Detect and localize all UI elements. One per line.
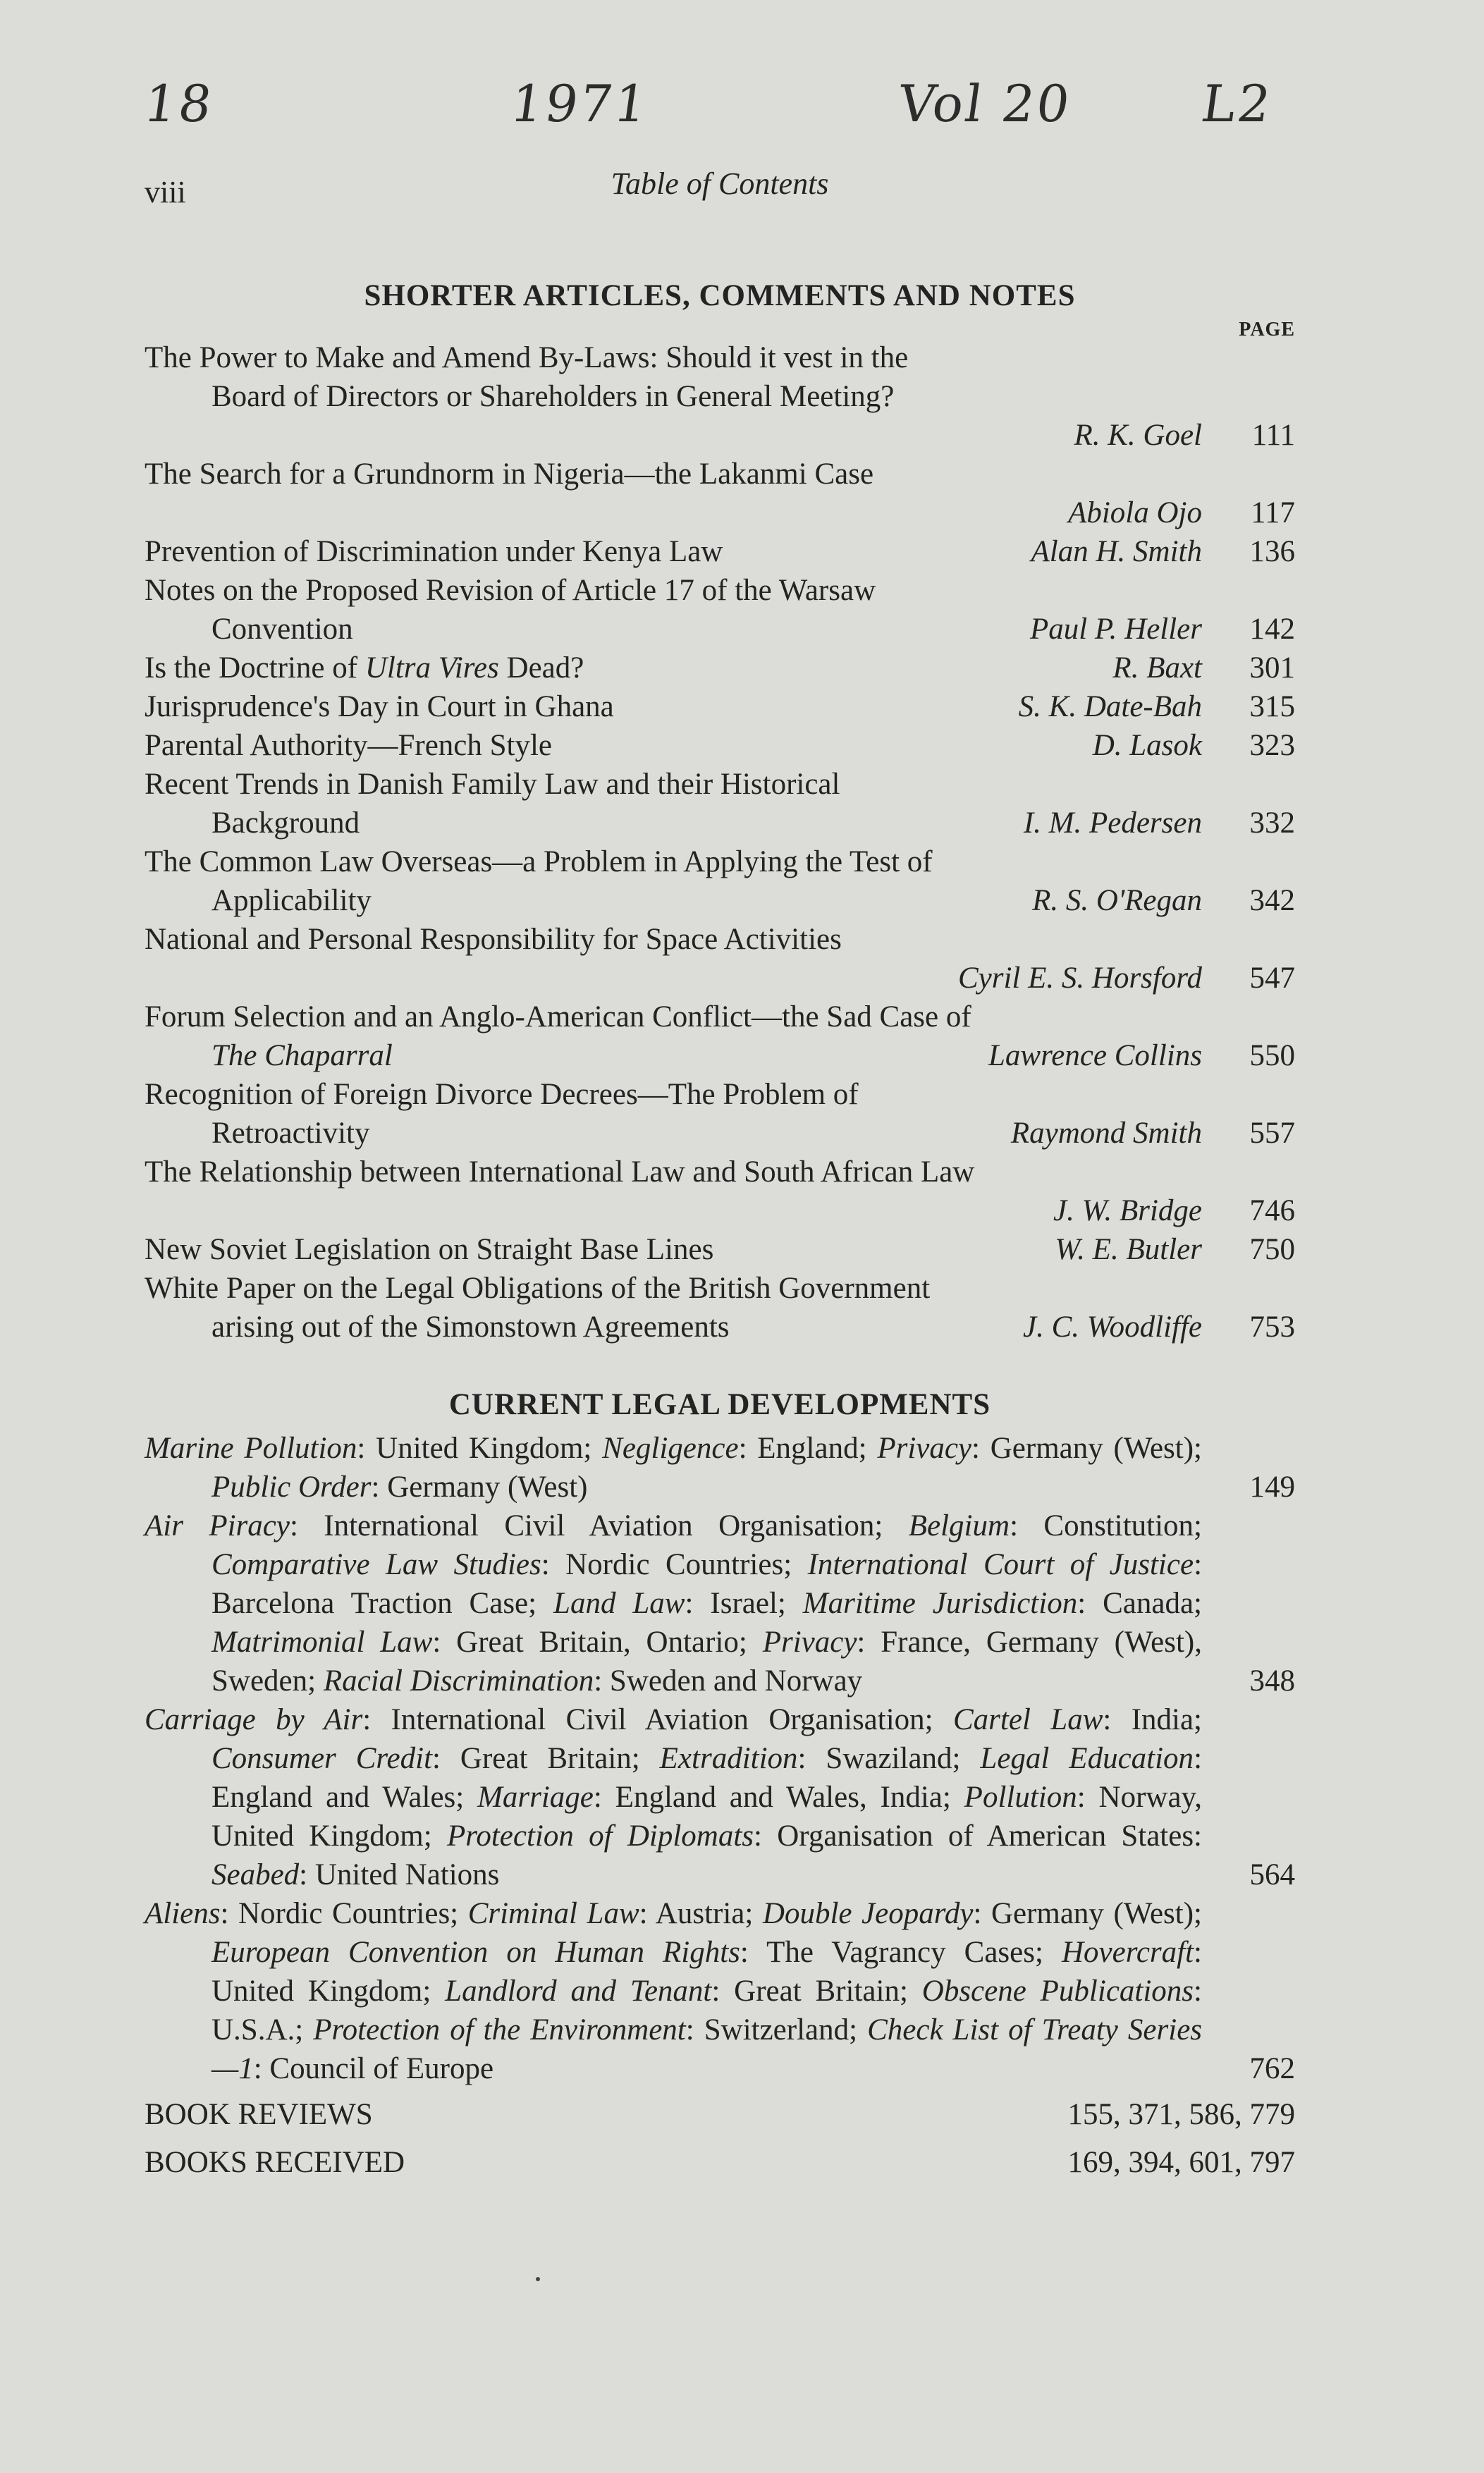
back-matter-label: BOOK REVIEWS <box>145 2098 373 2131</box>
toc-entry <box>145 532 1295 571</box>
development-topic: European Convention on Human Rights <box>211 1936 740 1969</box>
toc-entry <box>145 842 1295 920</box>
development-jurisdiction: : Sweden and Norway <box>594 1664 863 1698</box>
development-jurisdiction: : Nordic Countries; <box>220 1897 468 1930</box>
development-jurisdiction: : Germany (West); <box>973 1897 1202 1930</box>
development-topic: Aliens <box>145 1897 221 1930</box>
entry-title: Applicability <box>211 884 372 917</box>
section-heading-shorter-articles: SHORTER ARTICLES, COMMENTS AND NOTES <box>364 279 1076 312</box>
entry-title: Retroactivity <box>211 1117 370 1150</box>
entry-title-line: Recognition of Foreign Divorce Decrees—The Problem of <box>145 1078 859 1111</box>
page-number: viii <box>145 175 186 209</box>
development-topic: Hovercraft <box>1061 1936 1194 1969</box>
development-entry <box>145 1894 1295 2088</box>
development-entry <box>145 1700 1295 1894</box>
entry-author: Abiola Ojo <box>1068 496 1202 529</box>
development-jurisdiction: : Germany (West) <box>371 1471 588 1504</box>
entry-tail-line <box>145 1114 1295 1153</box>
development-jurisdiction: : Great Britain; <box>711 1975 922 2008</box>
entry-title: New Soviet Legislation on Straight Base Lines <box>145 1233 714 1266</box>
entry-page-number: 315 <box>1249 690 1295 723</box>
development-topic: Marine Pollution <box>145 1432 357 1465</box>
development-jurisdiction: : Council of Europe <box>253 2052 494 2085</box>
development-topic: Marriage <box>477 1781 594 1814</box>
development-jurisdiction: : Constitution; <box>1010 1509 1202 1542</box>
current-developments-list <box>145 1429 1295 2088</box>
entry-page-number: 111 <box>1251 419 1295 452</box>
toc-entry <box>145 455 1295 532</box>
toc-page <box>145 166 1295 2184</box>
toc-entry <box>145 998 1295 1075</box>
entry-page-number: 750 <box>1249 1233 1295 1266</box>
development-topic: Racial Discrimination <box>323 1664 594 1698</box>
development-topic: Belgium <box>908 1509 1010 1542</box>
entry-author: J. C. Woodliffe <box>1022 1311 1202 1344</box>
toc-entry <box>145 571 1295 649</box>
development-page-number: 348 <box>1249 1664 1295 1698</box>
development-jurisdiction: : United Kingdom; <box>211 1936 1202 2008</box>
development-jurisdiction: : Barcelona Traction Case; <box>211 1548 1203 1620</box>
entry-author: Alan H. Smith <box>1031 535 1202 568</box>
development-jurisdiction: : U.S.A.; <box>211 1975 1202 2046</box>
entry-page-number: 332 <box>1249 806 1295 840</box>
entry-tail-line <box>145 726 1295 765</box>
entry-author: R. S. O'Regan <box>1032 884 1202 917</box>
entry-title-line: Forum Selection and an Anglo-American Conflict—the Sad Case of <box>145 1000 971 1033</box>
development-topic: Maritime Jurisdiction <box>802 1587 1078 1620</box>
development-jurisdiction: : The Vagrancy Cases; <box>740 1936 1062 1969</box>
entry-page-number: 301 <box>1249 651 1295 685</box>
development-topic: Landlord and Tenant <box>445 1975 712 2008</box>
entry-tail-line <box>145 687 1295 726</box>
entry-tail-line <box>145 1036 1295 1075</box>
development-jurisdiction: : Great Britain, Ontario; <box>432 1626 763 1659</box>
entry-title-line: Recent Trends in Danish Family Law and their Historical <box>145 768 840 801</box>
development-jurisdiction: : Organisation of American States: <box>754 1820 1202 1853</box>
entry-title-italic: Ultra Vires <box>364 651 499 685</box>
development-page-number: 564 <box>1249 1858 1295 1891</box>
entry-title-part: Is the Doctrine of <box>145 651 365 685</box>
development-jurisdiction: : England; <box>738 1432 878 1465</box>
development-jurisdiction: : France, Germany (West), Sweden; <box>211 1626 1202 1698</box>
development-jurisdiction: : United Nations <box>299 1858 500 1891</box>
back-matter-label: BOOKS RECEIVED <box>145 2146 405 2179</box>
development-topic: Cartel Law <box>953 1703 1103 1736</box>
handwritten-note-4: L2 <box>1198 74 1277 133</box>
toc-entry <box>145 920 1295 998</box>
entry-tail-line <box>145 881 1295 920</box>
entry-page-number: 547 <box>1249 962 1295 995</box>
back-matter-list <box>145 2094 1295 2184</box>
entry-title: Parental Authority—French Style <box>145 729 553 762</box>
entry-title-part: Dead? <box>498 651 584 685</box>
development-topic: Carriage by Air <box>145 1703 363 1736</box>
toc-entry <box>145 649 1295 687</box>
toc-entry <box>145 338 1295 455</box>
handwritten-note-3: Vol 20 <box>895 74 1076 133</box>
development-jurisdiction: : United Kingdom; <box>357 1432 603 1465</box>
development-topic: Extradition <box>659 1742 798 1775</box>
entry-tail-line <box>145 1308 1295 1346</box>
entry-title-line: The Relationship between International Law and South African Law <box>145 1155 975 1189</box>
development-page-number: 762 <box>1249 2052 1295 2085</box>
entry-title: Convention <box>211 613 353 646</box>
entry-author: I. M. Pedersen <box>1023 806 1202 840</box>
entry-title-line: The Power to Make and Amend By-Laws: Should it vest in the <box>145 341 909 374</box>
development-entry <box>145 1506 1295 1700</box>
development-topic: Pollution <box>964 1781 1077 1814</box>
development-topic: Protection of the Environment <box>313 2013 686 2046</box>
entry-author: D. Lasok <box>1092 729 1202 762</box>
development-topic: Protection of Diplomats <box>446 1820 754 1853</box>
entry-title: Prevention of Discrimination under Kenya Law <box>145 535 723 568</box>
entry-title <box>145 649 584 687</box>
entry-tail-line <box>145 532 1295 571</box>
print-speck <box>536 2277 540 2281</box>
entry-title-line: Notes on the Proposed Revision of Article 17 of the Warsaw <box>145 574 876 607</box>
development-jurisdiction: : Germany (West); <box>971 1432 1203 1465</box>
development-topic: Air Piracy <box>145 1509 290 1542</box>
entry-author: J. W. Bridge <box>1053 1194 1202 1227</box>
development-topic: Matrimonial Law <box>211 1626 433 1659</box>
development-topic: Seabed <box>211 1858 300 1891</box>
entry-page-number: 323 <box>1249 729 1295 762</box>
entry-author: Paul P. Heller <box>1029 613 1202 646</box>
entry-title-line: Board of Directors or Shareholders in General Meeting? <box>211 380 895 413</box>
toc-entry <box>145 1075 1295 1153</box>
toc-entry <box>145 687 1295 726</box>
entry-title-line: The Common Law Overseas—a Problem in Applying the Test of <box>145 845 933 878</box>
development-jurisdiction: : International Civil Aviation Organisation; <box>362 1703 953 1736</box>
running-header <box>145 166 1295 222</box>
entry-title-line: National and Personal Responsibility for Space Activities <box>145 923 842 956</box>
back-matter-row <box>145 2094 1295 2136</box>
entry-tail-line <box>145 649 1295 687</box>
development-topic: Criminal Law <box>467 1897 639 1930</box>
entry-tail-line <box>145 959 1295 998</box>
shorter-articles-list <box>145 338 1295 1346</box>
development-jurisdiction: : England and Wales; <box>211 1742 1203 1814</box>
entry-tail-line <box>145 1230 1295 1269</box>
entry-author: R. K. Goel <box>1074 419 1202 452</box>
development-jurisdiction: : Canada; <box>1077 1587 1202 1620</box>
development-jurisdiction: : Swaziland; <box>797 1742 981 1775</box>
development-topic: Public Order <box>211 1471 372 1504</box>
development-jurisdiction: : Israel; <box>685 1587 803 1620</box>
development-jurisdiction: : Norway, United Kingdom; <box>211 1781 1202 1853</box>
entry-title-line: White Paper on the Legal Obligations of the British Government <box>145 1272 931 1305</box>
development-topic: Privacy <box>762 1626 857 1659</box>
development-jurisdiction: : Switzerland; <box>685 2013 868 2046</box>
entry-title: arising out of the Simonstown Agreements <box>211 1311 730 1344</box>
entry-page-number: 117 <box>1251 496 1295 529</box>
back-matter-row <box>145 2142 1295 2184</box>
development-topic: Land Law <box>553 1587 685 1620</box>
entry-page-number: 142 <box>1249 613 1295 646</box>
entry-page-number: 753 <box>1249 1311 1295 1344</box>
entry-page-number: 136 <box>1249 535 1295 568</box>
entry-tail-line <box>145 1191 1295 1230</box>
development-topic: Legal Education <box>980 1742 1194 1775</box>
entry-author: W. E. Butler <box>1055 1233 1202 1266</box>
entry-page-number: 557 <box>1249 1117 1295 1150</box>
entry-page-number: 342 <box>1249 884 1295 917</box>
development-jurisdiction: : Austria; <box>639 1897 763 1930</box>
development-page-number: 149 <box>1249 1471 1295 1504</box>
development-topic: Obscene Publications <box>921 1975 1194 2008</box>
handwritten-note-2: 1971 <box>507 74 654 133</box>
entry-tail-line <box>145 610 1295 649</box>
entry-author: R. Baxt <box>1112 651 1202 685</box>
back-matter-pages: 169, 394, 601, 797 <box>1067 2146 1295 2179</box>
toc-entry <box>145 1153 1295 1230</box>
toc-entry <box>145 1230 1295 1269</box>
section-heading-current-developments: CURRENT LEGAL DEVELOPMENTS <box>448 1388 991 1421</box>
entry-tail-line <box>145 493 1295 532</box>
development-jurisdiction: : India; <box>1103 1703 1203 1736</box>
entry-title: Background <box>211 806 360 840</box>
entry-title-line: The Search for a Grundnorm in Nigeria—the Lakanmi Case <box>145 458 874 491</box>
entry-page-number: 550 <box>1249 1039 1295 1072</box>
entry-author: Cyril E. S. Horsford <box>957 962 1202 995</box>
page-column-label: PAGE <box>1239 319 1295 340</box>
entry-author: Raymond Smith <box>1010 1117 1202 1150</box>
toc-entry <box>145 765 1295 842</box>
entry-author: S. K. Date-Bah <box>1018 690 1202 723</box>
entry-tail-line <box>145 804 1295 842</box>
development-jurisdiction: : Great Britain; <box>432 1742 660 1775</box>
entry-author: Lawrence Collins <box>988 1039 1202 1072</box>
handwritten-note-1: 18 <box>140 74 218 133</box>
toc-entry <box>145 726 1295 765</box>
development-jurisdiction: : International Civil Aviation Organisation; <box>289 1509 909 1542</box>
entry-title: The Chaparral <box>211 1039 393 1072</box>
development-topic: Comparative Law Studies <box>211 1548 541 1581</box>
development-entry <box>145 1429 1295 1506</box>
toc-entry <box>145 1269 1295 1346</box>
development-topic: Negligence <box>602 1432 739 1465</box>
development-jurisdiction: : England and Wales, India; <box>593 1781 964 1814</box>
entry-title: Jurisprudence's Day in Court in Ghana <box>145 690 614 723</box>
development-jurisdiction: : Nordic Countries; <box>541 1548 808 1581</box>
development-topic: Check List of Treaty Series—1 <box>211 2013 1203 2085</box>
entry-page-number: 746 <box>1249 1194 1295 1227</box>
development-topic: Consumer Credit <box>211 1742 433 1775</box>
development-topic: Privacy <box>877 1432 972 1465</box>
page-title: Table of Contents <box>611 166 829 201</box>
development-topic: Double Jeopardy <box>762 1897 974 1930</box>
entry-tail-line <box>145 416 1295 455</box>
development-topic: International Court of Justice <box>807 1548 1194 1581</box>
back-matter-pages: 155, 371, 586, 779 <box>1067 2098 1295 2131</box>
